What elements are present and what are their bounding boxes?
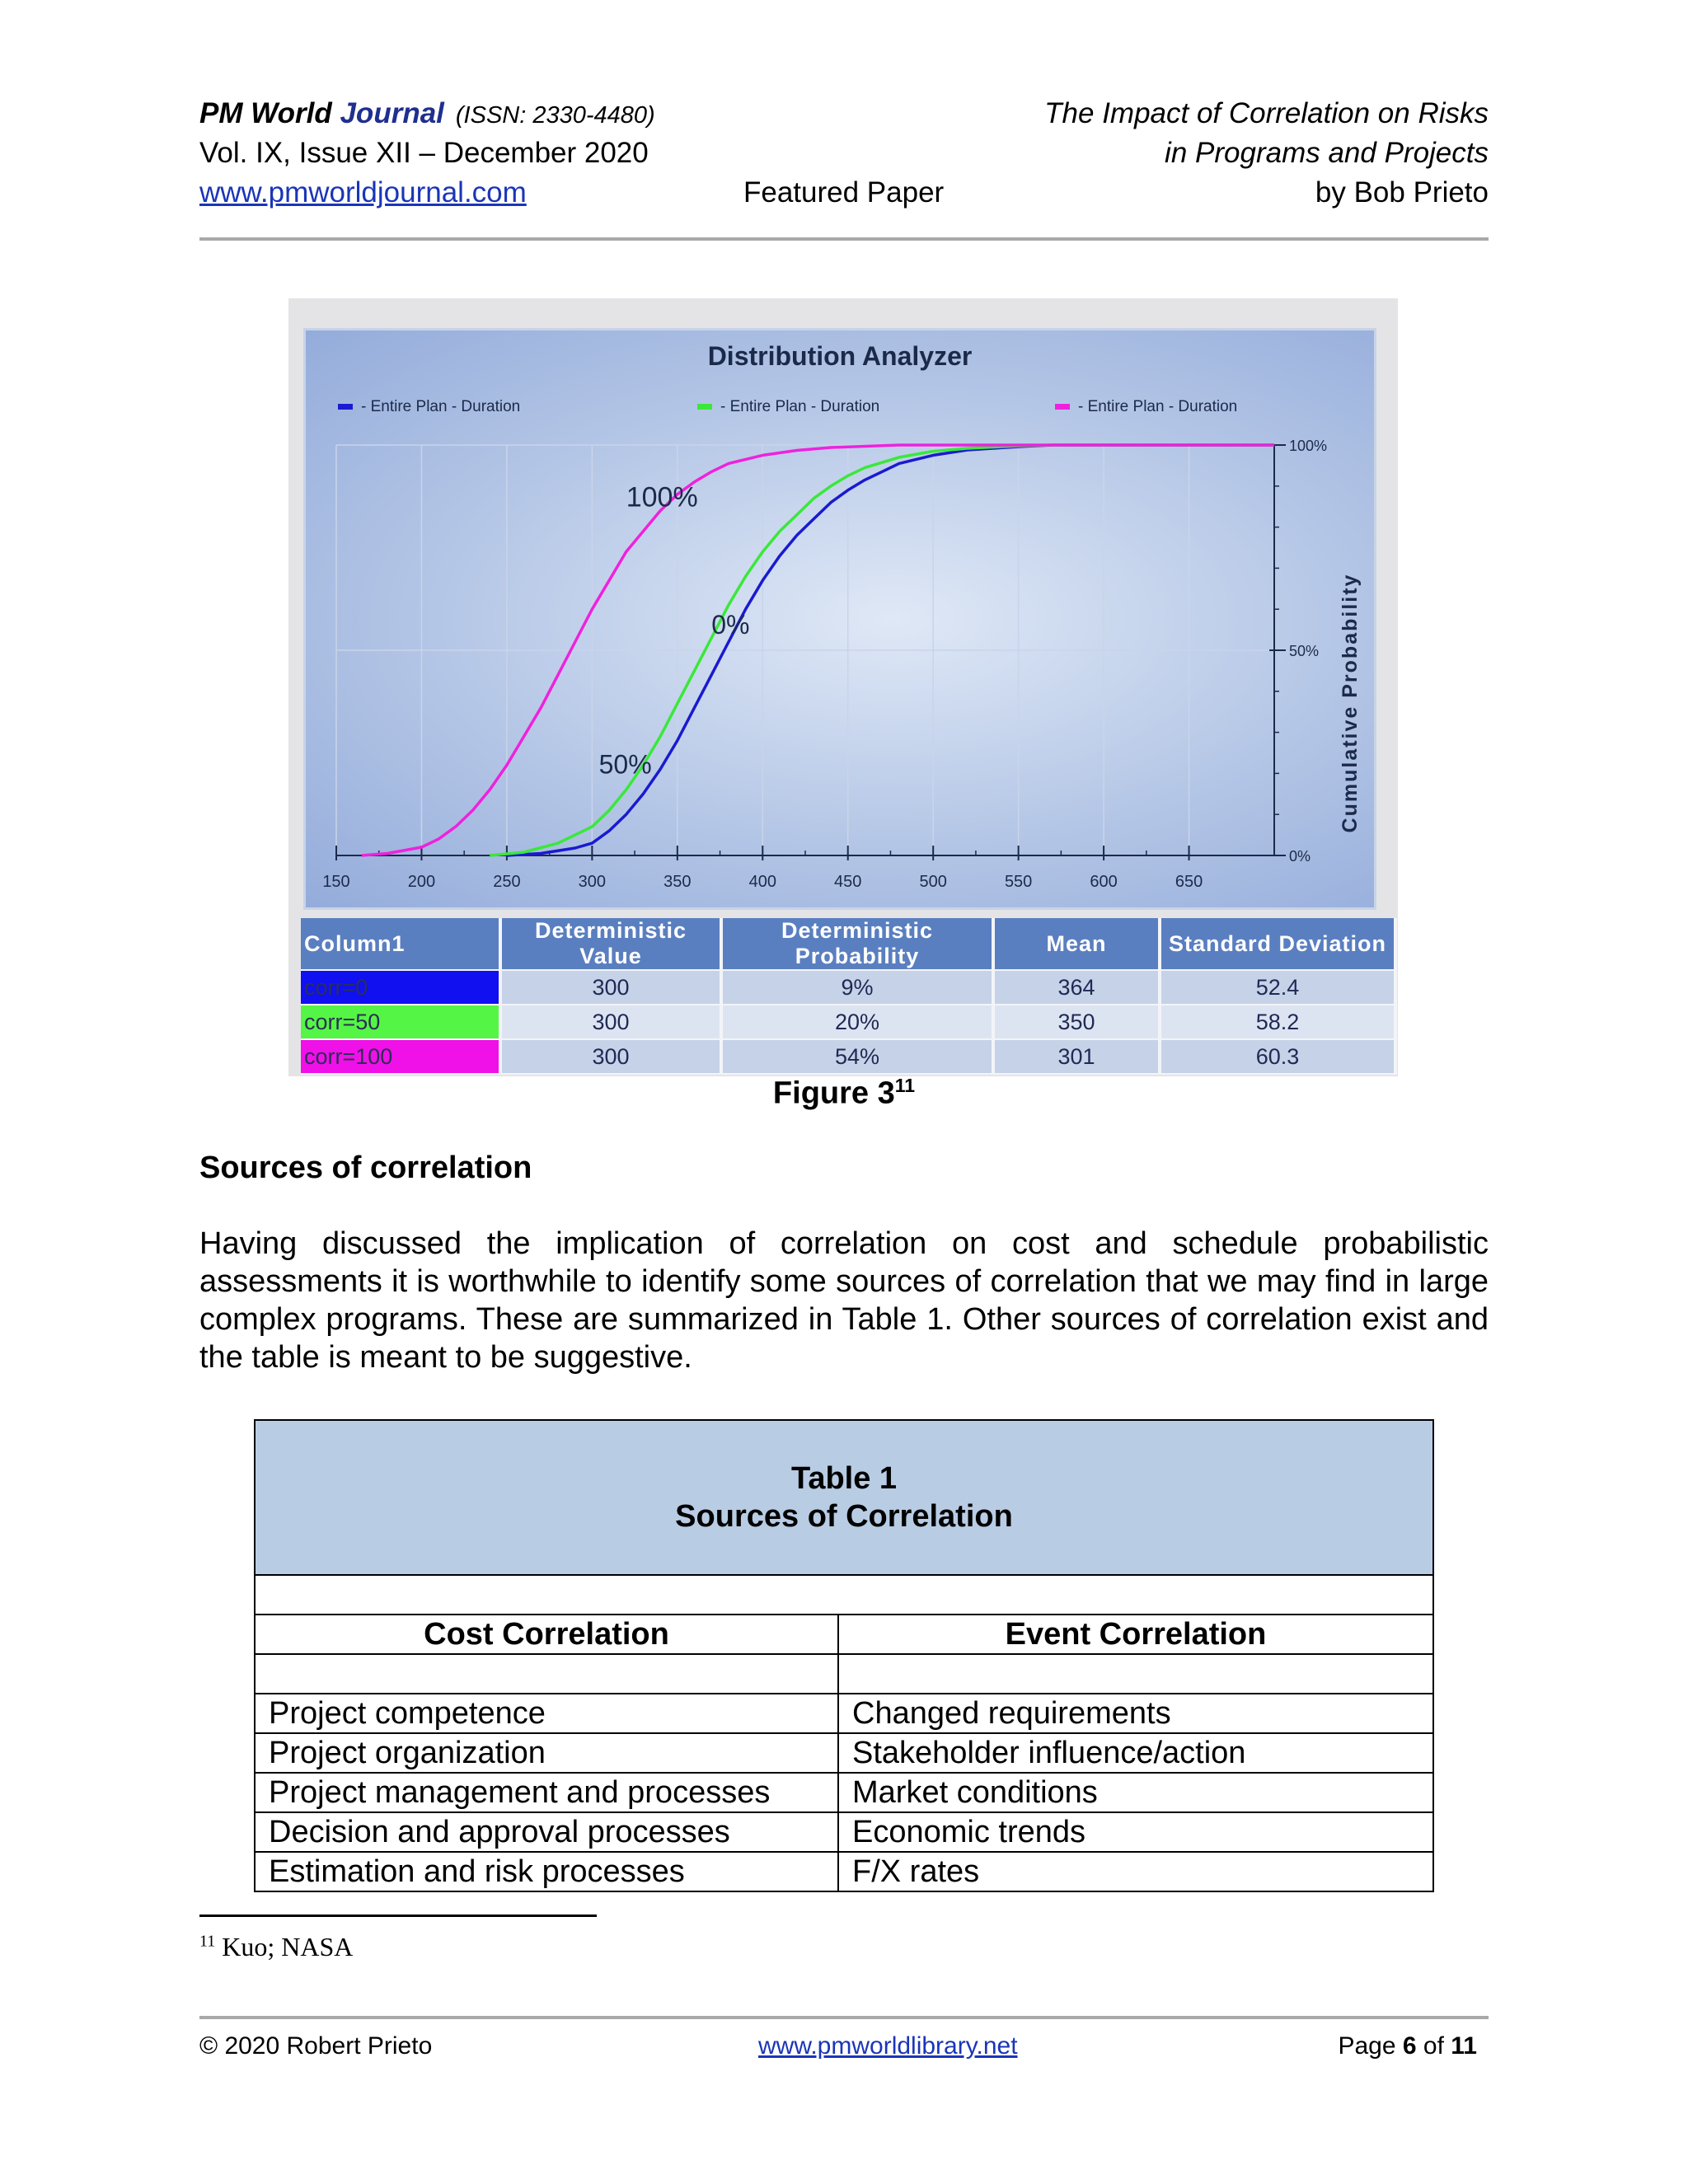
figure-table-cell: 350	[993, 1005, 1160, 1039]
table-cell: Project organization	[255, 1733, 838, 1773]
page-current: 6	[1402, 2032, 1417, 2060]
journal-name-a: PM World	[199, 97, 332, 129]
x-tick-label: 250	[493, 873, 521, 891]
page-header	[199, 97, 1489, 221]
chart-title: Distribution Analyzer	[707, 341, 973, 371]
footer-divider	[199, 2016, 1489, 2019]
figure-table-row	[301, 1039, 1395, 1074]
row-label-corr-100: corr=100	[301, 1039, 500, 1074]
figure-data-table	[301, 918, 1397, 1075]
page-total: 11	[1451, 2032, 1477, 2060]
x-tick-label: 400	[748, 873, 776, 891]
figure-caption	[0, 1075, 1688, 1112]
footnote-divider	[199, 1915, 597, 1917]
y-tick-label: 50%	[1289, 643, 1320, 659]
figure-table-cell: 300	[500, 1039, 721, 1074]
y-tick-label: 0%	[1289, 848, 1311, 865]
table-cell: Economic trends	[838, 1812, 1433, 1852]
y-tick-label: 100%	[1289, 438, 1328, 454]
table-cell: Stakeholder influence/action	[838, 1733, 1433, 1773]
x-tick-label: 300	[578, 873, 607, 891]
sources-of-correlation-table	[254, 1419, 1434, 1892]
footnote-number: 11	[199, 1932, 216, 1951]
table-title	[255, 1420, 1433, 1575]
body-paragraph: Having discussed the implication of correlation on cost and schedule probabilistic assessments it is worthwhile to identify some sources of correlation that we may find in large complex programs. These are summarized in Table 1. Other sources of correlation exist and the table is meant to be suggestive.	[199, 1226, 1489, 1375]
page-prefix: Page	[1338, 2032, 1403, 2060]
x-tick-label: 450	[834, 873, 862, 891]
library-website-link[interactable]: www.pmworldlibrary.net	[758, 2032, 1018, 2060]
figure-table-header-cell: Mean	[993, 918, 1160, 970]
x-tick-label: 350	[663, 873, 692, 891]
footnote	[199, 1932, 353, 1962]
copyright: © 2020 Robert Prieto	[199, 2032, 433, 2060]
series-annotation: 0%	[711, 610, 750, 640]
x-tick-label: 550	[1004, 873, 1033, 891]
table-cell: Project competence	[255, 1694, 838, 1733]
figure-table-header	[301, 918, 1395, 970]
column-header-event: Event Correlation	[838, 1615, 1433, 1654]
x-tick-label: 500	[919, 873, 947, 891]
chart-axes	[322, 438, 1327, 891]
paper-title-line-1: The Impact of Correlation on Risks	[1044, 97, 1489, 129]
series-annotation: 50%	[598, 749, 652, 780]
table-spacer-cell	[838, 1654, 1433, 1694]
chart-annotations	[599, 482, 750, 780]
figure-table-cell: 20%	[721, 1005, 993, 1039]
footnote-text: Kuo; NASA	[222, 1932, 354, 1961]
legend-swatch	[1055, 404, 1070, 410]
section-heading: Sources of correlation	[199, 1151, 532, 1185]
x-tick-label: 200	[407, 873, 436, 891]
table-cell: Project management and processes	[255, 1773, 838, 1812]
header-row-1	[199, 97, 1489, 137]
journal-name-b: Journal	[340, 97, 444, 129]
volume-issue: Vol. IX, Issue XII – December 2020	[199, 137, 649, 169]
legend-swatch	[338, 404, 353, 410]
page-of: of	[1416, 2032, 1451, 2060]
row-label-corr-50: corr=50	[301, 1005, 500, 1039]
figure-table-cell: 58.2	[1160, 1005, 1395, 1039]
table-title-line-2: Sources of Correlation	[675, 1499, 1013, 1534]
legend-label: - Entire Plan - Duration	[361, 398, 521, 415]
header-row-2	[199, 137, 1489, 176]
header-divider	[199, 237, 1489, 241]
footnote-reference[interactable]: 11	[894, 1075, 916, 1096]
chart-legend	[338, 398, 1237, 415]
page-number	[1338, 2032, 1477, 2060]
table-cell: F/X rates	[838, 1852, 1433, 1891]
journal-name	[199, 97, 655, 130]
column-header-cost: Cost Correlation	[255, 1615, 838, 1654]
table-cell: Estimation and risk processes	[255, 1852, 838, 1891]
figure-table-header-cell: Standard Deviation	[1160, 918, 1395, 970]
journal-website-link[interactable]: www.pmworldjournal.com	[199, 176, 527, 209]
table-cell: Market conditions	[838, 1773, 1433, 1812]
legend-label: - Entire Plan - Duration	[1078, 398, 1238, 415]
series-annotation: 100%	[626, 481, 698, 513]
row-label-corr-0: corr=0	[301, 970, 500, 1005]
figure-table-header-cell: Column1	[301, 918, 500, 970]
table-title-line-1: Table 1	[790, 1461, 898, 1496]
figure-table-cell: 364	[993, 970, 1160, 1005]
figure-table-cell: 301	[993, 1039, 1160, 1074]
table-cell: Changed requirements	[838, 1694, 1433, 1733]
header-row-3	[199, 176, 1489, 216]
figure-table-cell: 52.4	[1160, 970, 1395, 1005]
table-spacer-row	[255, 1575, 1433, 1615]
table-spacer-cell	[255, 1654, 838, 1694]
legend-label: - Entire Plan - Duration	[720, 398, 880, 415]
table-cell: Decision and approval processes	[255, 1812, 838, 1852]
figure-table-cell: 60.3	[1160, 1039, 1395, 1074]
section-label: Featured Paper	[743, 176, 945, 209]
figure-table-cell: 300	[500, 970, 721, 1005]
figure-table-row	[301, 1005, 1395, 1039]
y-axis-label: Cumulative Probability	[1339, 573, 1362, 833]
distribution-chart	[303, 328, 1376, 910]
x-tick-label: 150	[322, 873, 350, 891]
issn: (ISSN: 2330-4480)	[455, 102, 655, 129]
figure-table-header-cell: Deterministic Value	[500, 918, 721, 970]
figure-table-row	[301, 970, 1395, 1005]
figure-table-cell: 54%	[721, 1039, 993, 1074]
paper-title-line-2: in Programs and Projects	[1165, 137, 1489, 169]
figure-table-header-cell: Deterministic Probability	[721, 918, 993, 970]
figure-table-cell: 9%	[721, 970, 993, 1005]
page-footer	[199, 2032, 1489, 2065]
figure-caption-text: Figure 3	[772, 1076, 895, 1111]
x-tick-label: 650	[1175, 873, 1203, 891]
x-tick-label: 600	[1090, 873, 1118, 891]
author: by Bob Prieto	[1315, 176, 1489, 209]
legend-swatch	[697, 404, 712, 410]
figure-table-cell: 300	[500, 1005, 721, 1039]
